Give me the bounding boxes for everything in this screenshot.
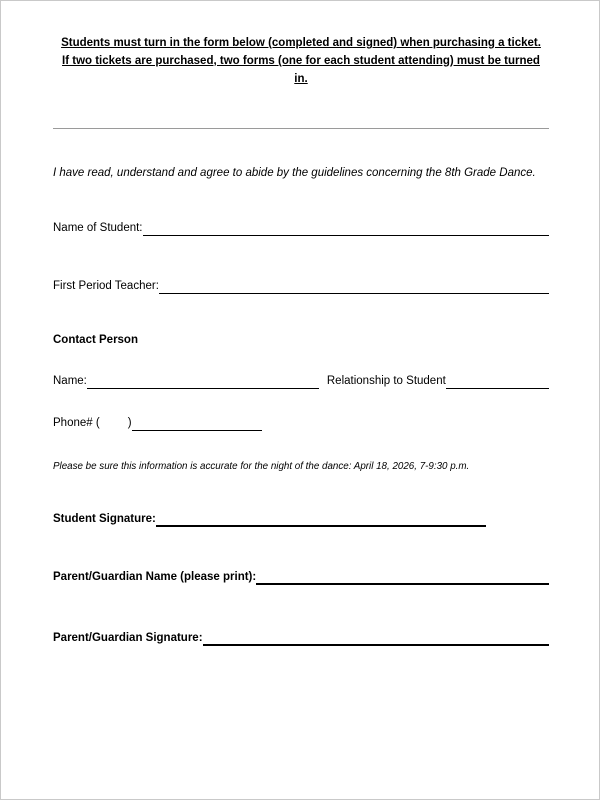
relationship-label: Relationship to Student bbox=[326, 375, 446, 388]
student-signature-field bbox=[53, 512, 549, 527]
contact-person-heading: Contact Person bbox=[53, 334, 138, 347]
contact-name-line bbox=[87, 375, 319, 389]
section-divider bbox=[53, 128, 549, 129]
first-period-teacher-label: First Period Teacher: bbox=[53, 280, 159, 293]
student-signature-line bbox=[156, 512, 486, 527]
instructions-text: Students must turn in the form below (completed and signed) when purchasing a ticket. If two tickets are purchased, two forms (one for each student attending) must be turned in. bbox=[61, 37, 541, 85]
agreement-text: I have read, understand and agree to abide by the guidelines concerning the 8th Grade Dance. bbox=[53, 167, 536, 180]
parent-name-line bbox=[256, 570, 549, 585]
parent-signature-field bbox=[53, 631, 549, 646]
student-signature-label: Student Signature: bbox=[53, 513, 156, 526]
relationship-line bbox=[446, 375, 549, 389]
parent-name-label: Parent/Guardian Name (please print): bbox=[53, 571, 257, 584]
student-name-label: Name of Student: bbox=[53, 222, 143, 235]
parent-name-field bbox=[53, 570, 549, 585]
parent-signature-label: Parent/Guardian Signature: bbox=[53, 632, 203, 645]
student-name-field bbox=[53, 221, 549, 236]
phone-line bbox=[132, 417, 262, 431]
contact-name-field bbox=[53, 374, 549, 389]
first-period-teacher-field bbox=[53, 279, 549, 294]
phone-close-paren: ) bbox=[127, 417, 132, 430]
contact-name-label: Name: bbox=[53, 375, 87, 388]
phone-label: Phone# ( bbox=[53, 417, 100, 430]
accuracy-note: Please be sure this information is accurate for the night of the dance: April 18, 2026, 7-9:30 p.m. bbox=[53, 461, 470, 473]
phone-field bbox=[53, 416, 549, 431]
parent-signature-line bbox=[203, 631, 549, 646]
student-name-line bbox=[143, 222, 550, 236]
first-period-teacher-line bbox=[159, 280, 549, 294]
